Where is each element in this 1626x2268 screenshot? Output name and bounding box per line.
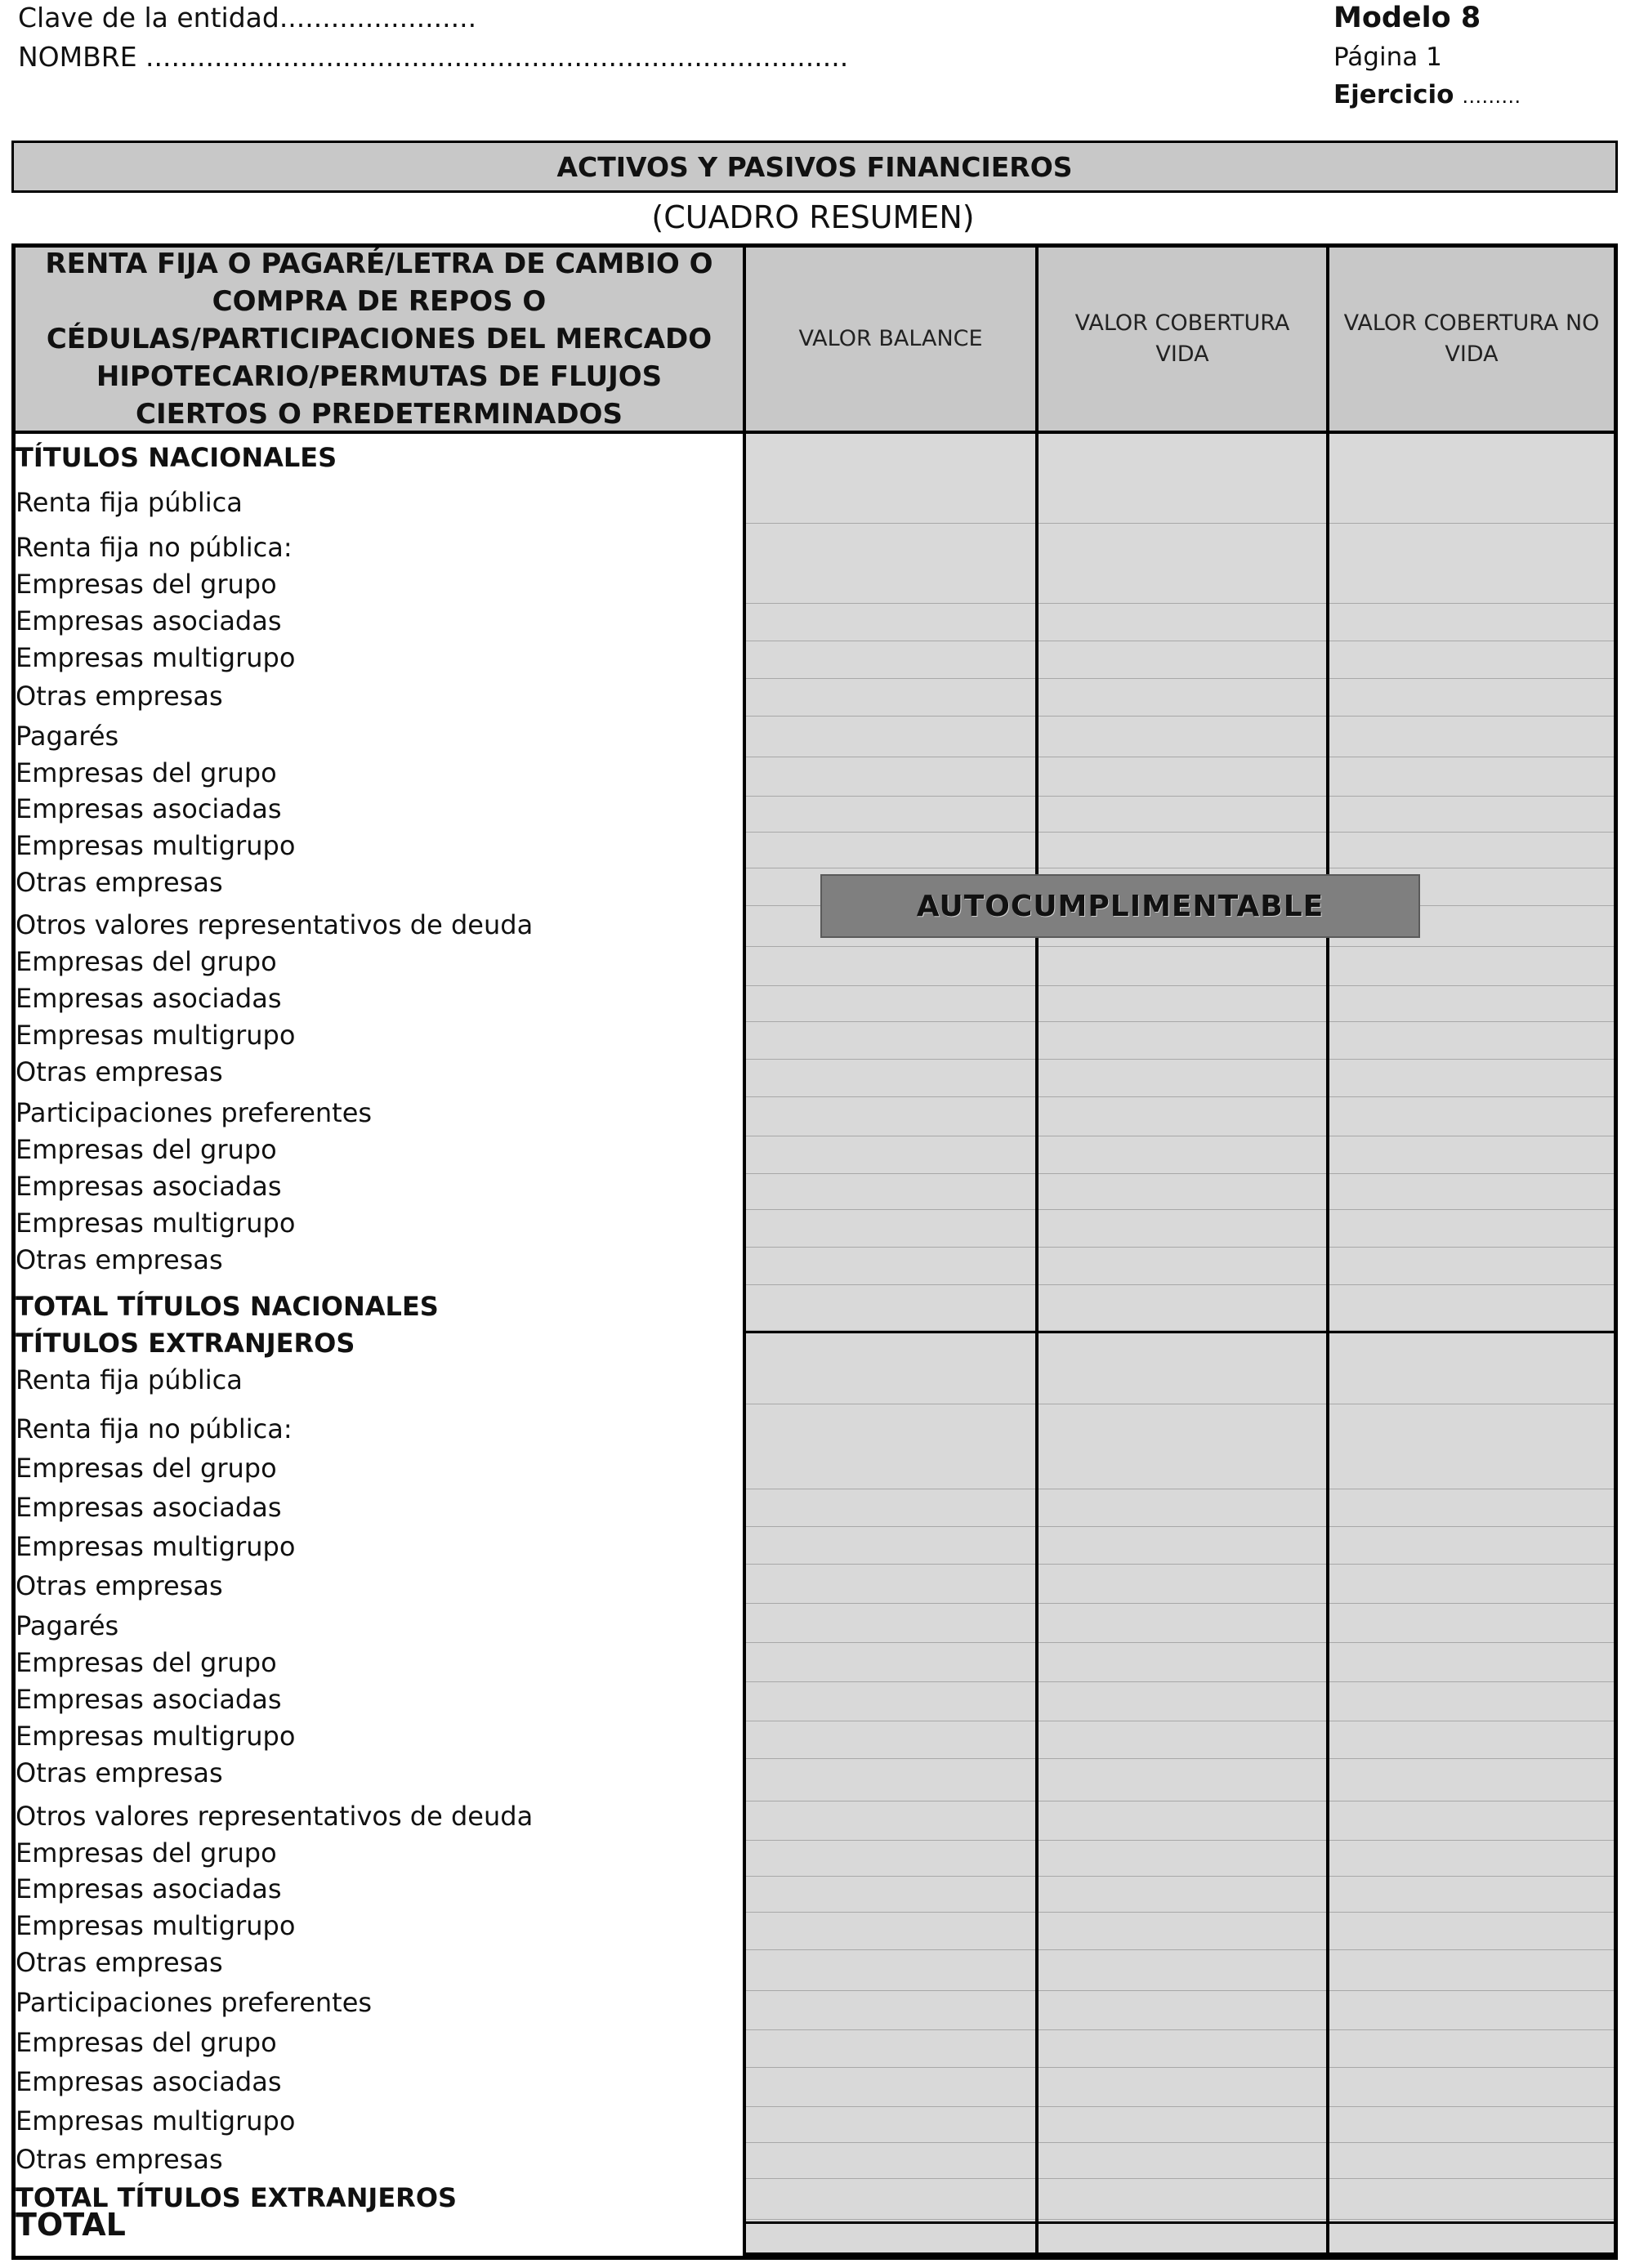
page-subtitle: (CUADRO RESUMEN) (651, 199, 975, 235)
row-label: Otras empresas (16, 2144, 223, 2175)
row-label: Empresas del grupo (16, 569, 277, 600)
row-divider (746, 1912, 1614, 1913)
row-divider (746, 946, 1614, 947)
total-bottom-divider (743, 2252, 1614, 2256)
column-header-line: VIDA (1445, 342, 1499, 367)
grand-total-label: TOTAL (16, 2207, 126, 2243)
row-label: Otras empresas (16, 1947, 223, 1978)
nombre-label: NOMBRE .................................................................................. (18, 41, 849, 73)
row-divider (746, 1564, 1614, 1565)
section-banner: ACTIVOS Y PASIVOS FINANCIEROS (11, 141, 1618, 193)
row-label: Empresas del grupo (16, 757, 277, 788)
column-divider (1326, 248, 1329, 2256)
column-header-line: VALOR COBERTURA NO (1343, 310, 1600, 336)
section-heading: TÍTULOS EXTRANJEROS (16, 1328, 355, 1359)
row-divider (746, 1096, 1614, 1097)
row-label: Empresas del grupo (16, 1647, 277, 1678)
row-label: Otras empresas (16, 681, 223, 712)
autocumplimentable-badge: AUTOCUMPLIMENTABLE (820, 874, 1420, 938)
ejercicio-line (1333, 80, 1521, 109)
row-divider (746, 1758, 1614, 1759)
row-label: Renta fija pública (16, 1364, 243, 1395)
row-divider (746, 1681, 1614, 1682)
row-label: Otros valores representativos de deuda (16, 909, 534, 940)
value-grid-area (746, 434, 1614, 2256)
column-header-line: VIDA (1155, 342, 1209, 367)
row-divider (746, 716, 1614, 717)
row-label: Otras empresas (16, 1570, 223, 1601)
section-heading: TÍTULOS NACIONALES (16, 442, 337, 473)
row-label: Empresas asociadas (16, 605, 282, 636)
row-divider (746, 2029, 1614, 2030)
row-label: Renta fija no pública: (16, 532, 293, 563)
row-label: Empresas asociadas (16, 983, 282, 1014)
row-divider (746, 678, 1614, 679)
row-label: Participaciones preferentes (16, 1097, 373, 1128)
row-divider (746, 1603, 1614, 1604)
row-label: Empresas multigrupo (16, 1531, 296, 1562)
clave-entidad-label: Clave de la entidad....................... (18, 2, 477, 33)
row-label: Otras empresas (16, 1056, 223, 1087)
row-label: Otras empresas (16, 1757, 223, 1788)
row-label: Empresas asociadas (16, 1171, 282, 1202)
row-divider (746, 1642, 1614, 1643)
left-column-header (16, 248, 743, 431)
total-row-label: TOTAL TÍTULOS NACIONALES (16, 1291, 439, 1322)
row-label: Empresas multigrupo (16, 1020, 296, 1051)
section-divider (743, 1331, 1614, 1333)
total-row-label: TOTAL TÍTULOS EXTRANJEROS (16, 2182, 458, 2213)
column-divider (1035, 248, 1039, 2256)
row-label: Empresas del grupo (16, 2027, 277, 2058)
row-divider (746, 1173, 1614, 1174)
ejercicio-label: Ejercicio (1333, 80, 1454, 109)
row-label: Renta fija no pública: (16, 1413, 293, 1444)
row-divider (746, 1876, 1614, 1877)
row-label: Empresas multigrupo (16, 1208, 296, 1239)
row-label: Empresas multigrupo (16, 642, 296, 673)
row-label: Pagarés (16, 1610, 119, 1641)
row-divider (746, 1840, 1614, 1841)
column-divider (743, 248, 746, 2256)
row-label: Participaciones preferentes (16, 1987, 373, 2018)
row-label: Empresas del grupo (16, 1134, 277, 1165)
summary-table (11, 243, 1618, 2260)
row-divider (746, 1247, 1614, 1248)
left-header-line: CÉDULAS/PARTICIPACIONES DEL MERCADO (46, 323, 712, 355)
row-label: Empresas multigrupo (16, 1910, 296, 1941)
total-divider (743, 2221, 1614, 2224)
row-label: Empresas asociadas (16, 1684, 282, 1715)
left-header-line: HIPOTECARIO/PERMUTAS DE FLUJOS (96, 360, 663, 393)
row-label: Empresas del grupo (16, 946, 277, 977)
pagina-label: Página 1 (1333, 42, 1442, 72)
row-label: Empresas asociadas (16, 2066, 282, 2097)
column-header-valor-balance: VALOR BALANCE (798, 326, 983, 351)
left-header-line: COMPRA DE REPOS O (212, 285, 547, 318)
row-divider (746, 1209, 1614, 1210)
row-divider (746, 523, 1614, 524)
column-header-line: VALOR COBERTURA (1074, 310, 1290, 336)
row-divider (746, 1059, 1614, 1060)
row-label: Empresas multigrupo (16, 830, 296, 861)
row-label: Empresas del grupo (16, 1837, 277, 1868)
row-divider (746, 1990, 1614, 1991)
row-divider (746, 1526, 1614, 1527)
row-divider (746, 1949, 1614, 1950)
row-label: Empresas multigrupo (16, 1721, 296, 1752)
row-label: Otros valores representativos de deuda (16, 1801, 534, 1832)
row-divider (746, 2106, 1614, 2107)
row-divider (746, 1021, 1614, 1022)
row-label: Otras empresas (16, 1244, 223, 1275)
column-header-valor-cobertura-vida (1039, 248, 1326, 431)
row-label: Empresas multigrupo (16, 2105, 296, 2136)
row-divider (746, 796, 1614, 797)
row-label: Empresas del grupo (16, 1453, 277, 1484)
ejercicio-dots: ……… (1462, 85, 1521, 108)
row-label: Otras empresas (16, 867, 223, 898)
row-divider (746, 2067, 1614, 2068)
row-label: Empresas asociadas (16, 1492, 282, 1523)
row-divider (746, 985, 1614, 986)
row-divider (746, 2219, 1614, 2220)
row-divider (746, 2178, 1614, 2179)
left-header-line: CIERTOS O PREDETERMINADOS (136, 398, 623, 431)
row-divider (746, 1284, 1614, 1285)
row-divider (746, 832, 1614, 833)
left-header-line: RENTA FIJA O PAGARÉ/LETRA DE CAMBIO O (45, 248, 713, 280)
row-label: Pagarés (16, 721, 119, 752)
row-label: Renta fija pública (16, 487, 243, 518)
column-header-valor-cobertura-no-vida (1329, 248, 1614, 431)
row-divider (746, 2142, 1614, 2143)
modelo-label: Modelo 8 (1333, 2, 1481, 34)
row-label: Empresas asociadas (16, 1873, 282, 1904)
row-label: Empresas asociadas (16, 793, 282, 824)
row-divider (746, 603, 1614, 604)
